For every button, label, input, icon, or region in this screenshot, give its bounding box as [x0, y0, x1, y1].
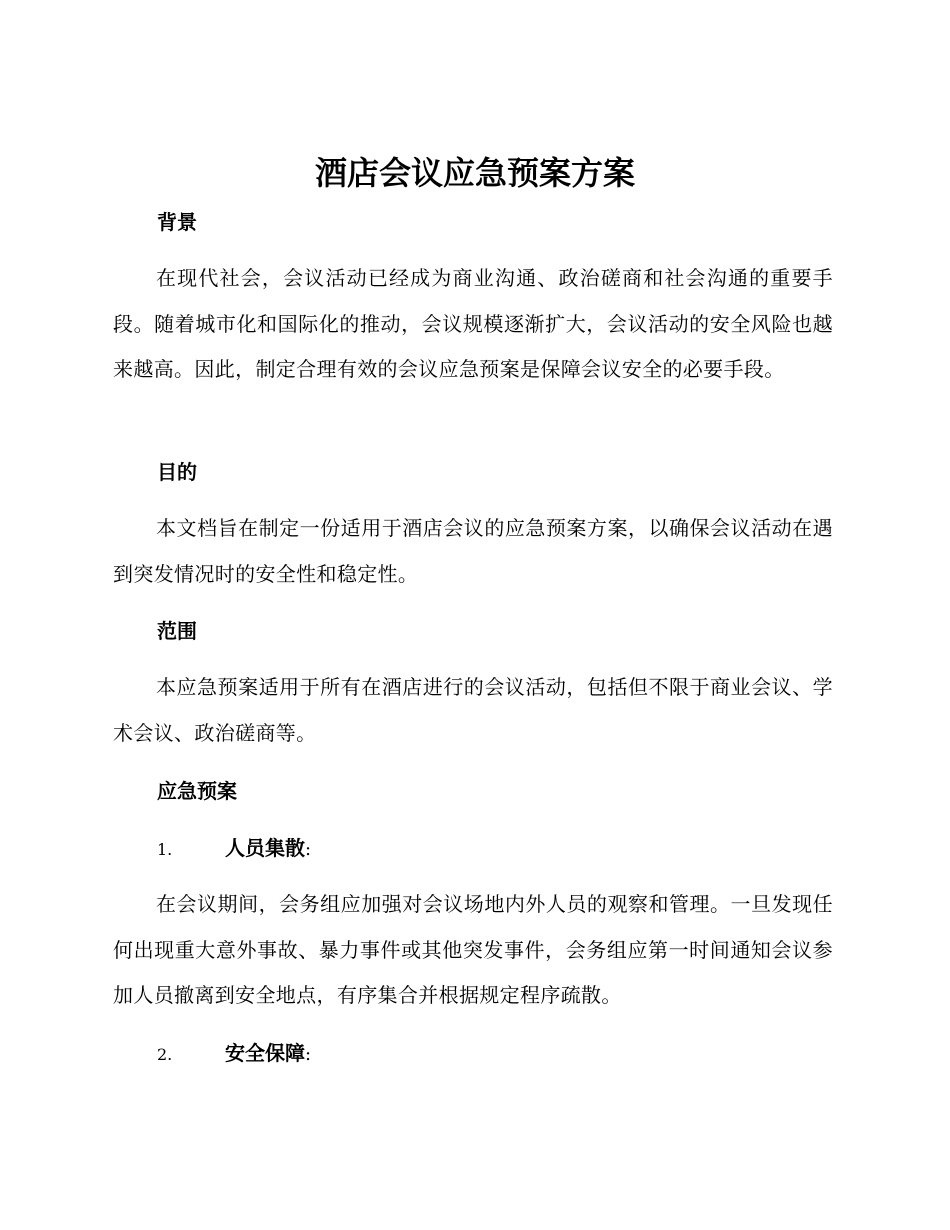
list-item-colon: : — [305, 1044, 312, 1065]
document-title: 酒店会议应急预案方案 — [314, 154, 635, 192]
section-paragraph-purpose: 本文档旨在制定一份适用于酒店会议的应急预案方案，以确保会议活动在遇到突发情况时的安全性和稳定性。 — [113, 516, 833, 586]
section-heading-plan: 应急预案 — [157, 779, 237, 803]
list-item-label: 安全保障 — [225, 1041, 305, 1065]
section-heading-scope: 范围 — [157, 619, 197, 643]
list-item-personnel — [157, 834, 311, 864]
section-heading-purpose: 目的 — [157, 460, 197, 484]
section-heading-background: 背景 — [157, 210, 197, 234]
list-item-label: 人员集散 — [225, 836, 305, 860]
list-item-colon: : — [305, 839, 312, 860]
section-paragraph-scope: 本应急预案适用于所有在酒店进行的会议活动，包括但不限于商业会议、学术会议、政治磋商等。 — [113, 675, 833, 745]
section-paragraph-background: 在现代社会，会议活动已经成为商业沟通、政治磋商和社会沟通的重要手段。随着城市化和国际化的推动，会议规模逐渐扩大，会议活动的安全风险也越来越高。因此，制定合理有效的会议应急预案是保障会议安全的必要手段。 — [113, 266, 833, 382]
list-item-number: 1. — [157, 840, 173, 859]
list-item-paragraph-personnel: 在会议期间，会务组应加强对会议场地内外人员的观察和管理。一旦发现任何出现重大意外事故、暴力事件或其他突发事件，会务组应第一时间通知会议参加人员撤离到安全地点，有序集合并根据规定程序疏散。 — [113, 892, 833, 1008]
list-item-number: 2. — [157, 1045, 173, 1064]
list-item-security — [157, 1039, 311, 1069]
